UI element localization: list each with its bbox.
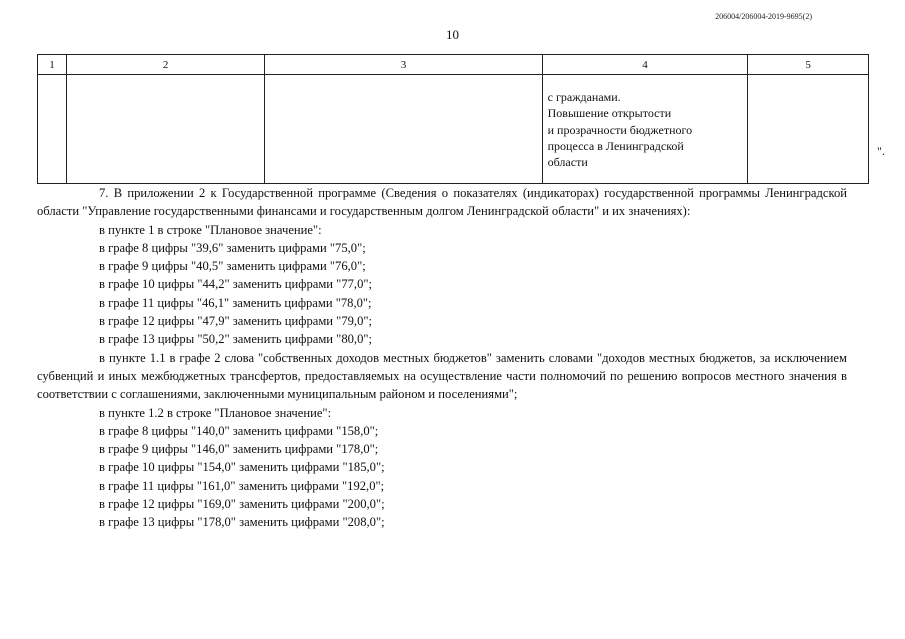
cell-line: Повышение открытости [547, 106, 672, 121]
table-row [38, 75, 869, 184]
list-item: в графе 12 цифры "169,0" заменить цифрами "200,0"; [99, 497, 385, 512]
column-header-4: 4 [542, 55, 748, 75]
list-item: в графе 11 цифры "46,1" заменить цифрами "78,0"; [99, 295, 372, 310]
list-item: в графе 9 цифры "40,5" заменить цифрами "76,0"; [99, 259, 366, 274]
item-1-2-intro: в пункте 1.2 в строке "Плановое значение": [99, 405, 332, 420]
cell-line: с гражданами. [547, 90, 621, 104]
page-number: 10 [446, 27, 459, 42]
table-cell-3 [265, 75, 542, 184]
table-cell-1 [38, 75, 67, 184]
list-item: в графе 8 цифры "140,0" заменить цифрами "158,0"; [99, 423, 379, 438]
closing-quote: ". [877, 144, 885, 158]
cell-line: и прозрачности бюджетного [547, 122, 693, 137]
list-item: в графе 12 цифры "47,9" заменить цифрами "79,0"; [99, 314, 373, 329]
list-item: в графе 13 цифры "178,0" заменить цифрами "208,0"; [99, 515, 385, 530]
cell-line: области [547, 155, 588, 170]
item-1-1-paragraph: в пункте 1.1 в графе 2 слова "собственных доходов местных бюджетов" заменить словами "доходов местных бюджетов, за исключением субвенций и иных межбюджетных трансфертов, предоставляемых на осуществление части полномочий по решению вопросов местного значения в соответствии с соглашениями, заключенными муниципальным районом и поселениями"; [37, 350, 847, 402]
document-id: 206004/206004-2019-9695(2) [715, 12, 812, 21]
amendment-table [37, 54, 869, 184]
item-1-intro: в пункте 1 в строке "Плановое значение": [99, 222, 322, 237]
paragraph-7: 7. В приложении 2 к Государственной программе (Сведения о показателях (индикаторах) государственной программы Ленинградской области "Управление государственными финансами и государственным долгом Ленинградской области" и их значениях): [37, 186, 847, 219]
table-cell-5 [748, 75, 869, 184]
list-item: в графе 10 цифры "154,0" заменить цифрами "185,0"; [99, 460, 385, 475]
table-header-row [38, 55, 869, 75]
column-header-2: 2 [66, 55, 264, 75]
column-header-5: 5 [748, 55, 869, 75]
list-item: в графе 10 цифры "44,2" заменить цифрами "77,0"; [99, 277, 373, 292]
table-cell-2 [66, 75, 264, 184]
list-item: в графе 8 цифры "39,6" заменить цифрами "75,0"; [99, 240, 366, 255]
list-item: в графе 11 цифры "161,0" заменить цифрами "192,0"; [99, 478, 385, 493]
column-header-3: 3 [265, 55, 542, 75]
column-header-1: 1 [38, 55, 67, 75]
list-item: в графе 9 цифры "146,0" заменить цифрами "178,0"; [99, 442, 379, 457]
cell-line: процесса в Ленинградской [547, 138, 684, 153]
document-body [37, 184, 847, 532]
table-cell-4 [542, 75, 748, 184]
list-item: в графе 13 цифры "50,2" заменить цифрами "80,0"; [99, 332, 373, 347]
